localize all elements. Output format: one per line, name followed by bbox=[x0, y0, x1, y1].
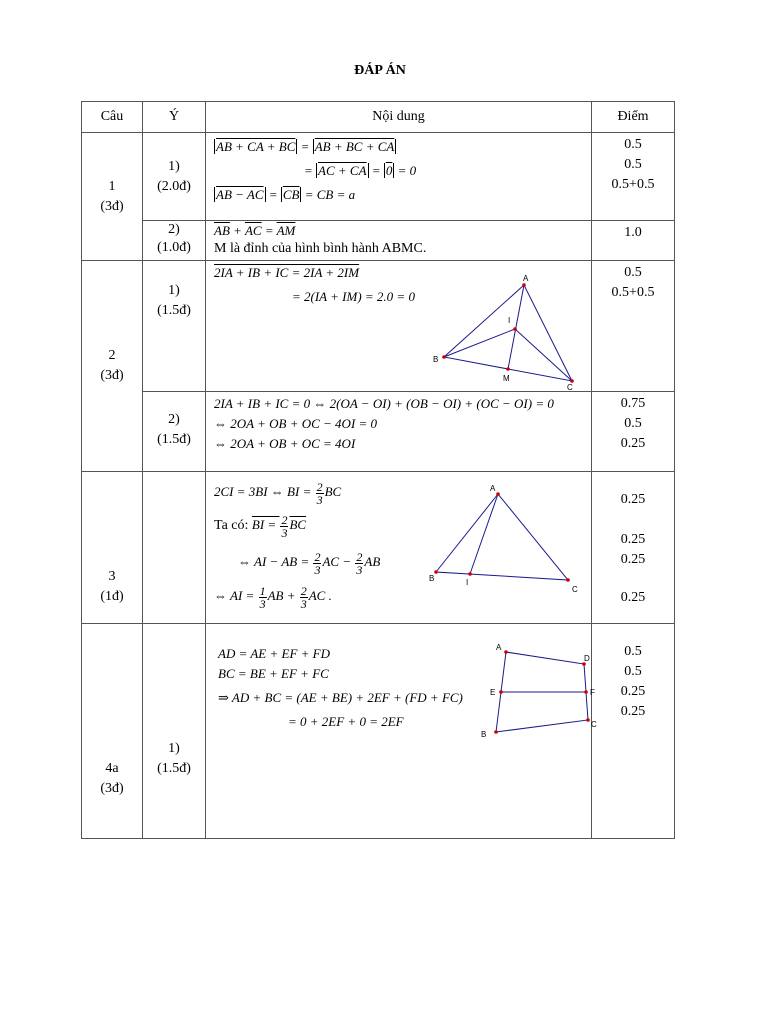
q1-cell bbox=[82, 133, 143, 261]
q3-point-b bbox=[434, 570, 438, 574]
q1-p1-score-4: 0.5+0.5 bbox=[611, 177, 655, 192]
q3-l4-frac1 bbox=[259, 585, 267, 610]
q2-label-b: B bbox=[433, 355, 439, 364]
q2-p2-score-3: 0.25 bbox=[620, 436, 646, 451]
q1-p1-l3c: $\overline{CB}$ bbox=[282, 187, 300, 202]
q3-label-i: I bbox=[466, 578, 469, 587]
q4-score-2: 0.5 bbox=[624, 664, 642, 679]
q3-l4-num1: 1 bbox=[259, 583, 266, 598]
q1-p1-l1c: AB + BC + CA bbox=[314, 139, 395, 154]
q4-label-a: A bbox=[496, 643, 502, 652]
q1-p1-score-1: 0.5 bbox=[624, 137, 642, 152]
q3-l4a: ⇔ AI = bbox=[214, 588, 258, 603]
q4-point-a bbox=[504, 650, 508, 654]
q1-p1-scores bbox=[592, 133, 675, 221]
q3-score-3: 0.25 bbox=[620, 552, 646, 567]
q4-label-f: F bbox=[590, 688, 595, 697]
q2-label-c: C bbox=[567, 383, 573, 392]
q3-row bbox=[82, 472, 675, 624]
header-noi-dung: Nội dung bbox=[206, 102, 592, 133]
q1-p2-points: (1.0đ) bbox=[157, 240, 191, 255]
q4-figure bbox=[466, 644, 596, 744]
q4-label-b: B bbox=[481, 730, 487, 739]
q2-line-bi bbox=[444, 329, 515, 357]
q2-p1-label: 1) bbox=[168, 283, 180, 298]
q3-l1-den: 3 bbox=[316, 492, 323, 507]
q2-label-a: A bbox=[523, 274, 529, 283]
q1-p2-l1d: = bbox=[261, 223, 277, 238]
q3-score-2: 0.25 bbox=[620, 532, 646, 547]
q3-l2b: BI = bbox=[251, 517, 280, 532]
q1-points: (3đ) bbox=[100, 198, 124, 214]
q3-y bbox=[143, 472, 206, 624]
q2-p2-line2: ⇔ 2OA + OB + OC − 4OI = 0 bbox=[214, 416, 378, 431]
q3-l4-den1: 3 bbox=[259, 596, 266, 611]
q2-p2-points: (1.5đ) bbox=[157, 432, 191, 447]
q1-p2-line1 bbox=[214, 222, 591, 240]
q2-part2-row bbox=[82, 392, 675, 472]
q3-l2-den: 3 bbox=[281, 525, 288, 540]
header-diem: Điểm bbox=[592, 102, 675, 133]
q2-p1-line2: = 2(IA + IM) = 2.0 = 0 bbox=[292, 289, 415, 304]
q3-number: 3 bbox=[108, 569, 116, 584]
q1-p1-score-3: 0.5 bbox=[624, 157, 642, 172]
q3-label-a: A bbox=[490, 484, 496, 493]
q4-point-c bbox=[586, 718, 590, 722]
q4-point-e bbox=[499, 690, 503, 694]
q3-l1a: 2CI = 3BI ⇔ BI = bbox=[214, 484, 315, 499]
q3-l4b: AB + bbox=[267, 588, 299, 603]
q3-l3-frac2 bbox=[355, 551, 363, 576]
q4-label: 1) bbox=[168, 741, 180, 756]
q1-p1-l1b: = bbox=[297, 139, 313, 154]
q1-p1-l2d: 0 bbox=[385, 163, 393, 178]
q3-label-c: C bbox=[572, 585, 578, 594]
q2-p2-y bbox=[143, 392, 206, 472]
q4-number: 4a bbox=[105, 761, 119, 776]
q4-score-4: 0.25 bbox=[620, 704, 646, 719]
q3-l2a: Ta có: bbox=[214, 518, 252, 533]
q4-line1: AD = AE + EF + FD bbox=[218, 646, 331, 661]
q1-p2-line2: M là đỉnh của hình bình hành ABMC. bbox=[214, 241, 427, 256]
q3-scores bbox=[592, 472, 675, 624]
q1-p2-label: 2) bbox=[168, 222, 180, 237]
q2-p2-line1: 2IA + IB + IC = 0 ⇔ 2(OA − OI) + (OB − OI) + (OC − OI) = 0 bbox=[214, 396, 554, 411]
q3-score-1: 0.25 bbox=[620, 492, 646, 507]
table-header-row bbox=[82, 102, 675, 133]
q3-l4-num2: 2 bbox=[300, 583, 307, 598]
q2-point-b bbox=[442, 355, 446, 359]
q4-point-f bbox=[584, 690, 588, 694]
q1-p1-l3d: = CB = a bbox=[301, 187, 356, 202]
header-cau: Câu bbox=[82, 102, 143, 133]
q2-point-i bbox=[513, 327, 517, 331]
q1-p1-line3 bbox=[214, 185, 591, 205]
q3-point-i bbox=[468, 572, 472, 576]
q4-content bbox=[206, 624, 597, 839]
q2-label-m: M bbox=[503, 374, 510, 383]
answer-table bbox=[81, 101, 675, 839]
header-y: Ý bbox=[143, 102, 206, 133]
q3-l2c: $\overline{BC}$ bbox=[289, 517, 307, 532]
q4-cell bbox=[82, 624, 143, 839]
q3-l3-den2: 3 bbox=[356, 562, 363, 577]
q3-l2-frac bbox=[280, 514, 288, 539]
q2-p2-label: 2) bbox=[168, 412, 180, 427]
q2-part1-row bbox=[82, 261, 675, 392]
q3-l2-num: 2 bbox=[281, 512, 288, 527]
q1-p2-l1a: $\overline{AB}$ bbox=[214, 223, 230, 238]
q3-points: (1đ) bbox=[100, 589, 124, 604]
q1-p1-l1a: AB + CA + BC bbox=[216, 139, 296, 154]
q2-point-a bbox=[522, 283, 526, 287]
q2-number: 2 bbox=[108, 348, 116, 363]
q3-l3-num1: 2 bbox=[314, 549, 321, 564]
q2-p1-content bbox=[206, 261, 592, 392]
q1-p1-line2 bbox=[214, 161, 591, 181]
q2-p1-score-2: 0.5+0.5 bbox=[611, 285, 655, 300]
q1-p1-label: 1) bbox=[168, 158, 180, 174]
q4-label-d: D bbox=[584, 654, 590, 663]
q2-p2-line3: ⇔ 2OA + OB + OC = 4OI bbox=[214, 436, 356, 451]
q1-p2-scores bbox=[592, 221, 675, 261]
q2-p1-score-1: 0.5 bbox=[624, 265, 642, 280]
q1-part2-row bbox=[82, 221, 675, 261]
q2-figure bbox=[426, 271, 586, 391]
q1-p1-points: (2.0đ) bbox=[157, 178, 191, 194]
q3-score-4: 0.25 bbox=[620, 590, 646, 605]
q2-label-i: I bbox=[508, 316, 511, 325]
q3-figure bbox=[426, 480, 586, 600]
q2-points: (3đ) bbox=[100, 368, 124, 383]
q1-p1-l2e: = 0 bbox=[394, 163, 417, 178]
q3-label-b: B bbox=[429, 574, 435, 583]
q4-scores bbox=[592, 624, 675, 839]
q2-line-ic bbox=[515, 329, 572, 381]
q4-y bbox=[143, 624, 206, 839]
q3-l4-frac2 bbox=[300, 585, 308, 610]
q2-p1-y bbox=[143, 261, 206, 392]
q1-p1-l2a: = bbox=[304, 163, 317, 178]
q1-p1-l3a: AB − AC bbox=[216, 187, 264, 202]
q3-l4-den2: 3 bbox=[300, 596, 307, 611]
q2-p2-score-1: 0.75 bbox=[620, 396, 646, 411]
q3-l1-num: 2 bbox=[316, 479, 323, 494]
q1-p1-content bbox=[206, 133, 592, 221]
q3-l3a: ⇔ AI − AB = bbox=[238, 554, 313, 569]
q4-score-3: 0.25 bbox=[620, 684, 646, 699]
q3-l3c: AB bbox=[364, 554, 381, 569]
q3-l3-num2: 2 bbox=[356, 549, 363, 564]
q2-p2-scores bbox=[592, 392, 675, 472]
q2-p2-score-2: 0.5 bbox=[624, 416, 642, 431]
q2-p1-points: (1.5đ) bbox=[157, 303, 191, 318]
q4-label-points: (1.5đ) bbox=[157, 761, 191, 776]
q3-cell bbox=[82, 472, 143, 624]
q1-p2-l1c: $\overline{AC}$ bbox=[244, 223, 262, 238]
q2-cell bbox=[82, 261, 143, 472]
q4-label-c: C bbox=[591, 720, 597, 729]
q3-l3-den1: 3 bbox=[314, 562, 321, 577]
q2-p1-line1: 2IA + IB + IC = 2IA + 2IM bbox=[214, 265, 360, 280]
q4-score-1: 0.5 bbox=[624, 644, 642, 659]
q1-p2-y bbox=[143, 221, 206, 261]
q3-point-c bbox=[566, 578, 570, 582]
q4-line4: = 0 + 2EF + 0 = 2EF bbox=[288, 714, 404, 729]
q1-p2-l1e: $\overline{AM}$ bbox=[276, 223, 296, 238]
q4-line3: ⇒ AD + BC = (AE + BE) + 2EF + (FD + FC) bbox=[218, 690, 463, 705]
q4-points: (3đ) bbox=[100, 781, 124, 796]
q1-p1-y bbox=[143, 133, 206, 221]
q3-triangle bbox=[436, 494, 568, 580]
q1-p1-line1 bbox=[214, 137, 591, 157]
q1-p2-content bbox=[206, 221, 592, 261]
q4-row bbox=[82, 624, 675, 839]
q3-point-a bbox=[496, 492, 500, 496]
q2-point-m bbox=[506, 367, 510, 371]
q3-line-ai bbox=[470, 494, 498, 574]
page-title: ĐÁP ÁN bbox=[354, 63, 406, 78]
q1-part1-row bbox=[82, 133, 675, 221]
q4-label-e: E bbox=[490, 688, 496, 697]
q3-l1-frac bbox=[316, 481, 324, 506]
q3-l4c: AC . bbox=[308, 588, 332, 603]
q3-l3b: AC − bbox=[322, 554, 355, 569]
q3-l1b: BC bbox=[324, 484, 342, 499]
q4-point-b bbox=[494, 730, 498, 734]
q4-line2: BC = BE + EF + FC bbox=[218, 666, 329, 681]
q1-number: 1 bbox=[108, 178, 116, 194]
q3-l3-frac1 bbox=[313, 551, 321, 576]
q1-p1-l2c: = bbox=[368, 163, 384, 178]
q1-p2-score-1: 1.0 bbox=[624, 225, 642, 240]
q1-p1-l3b: = bbox=[265, 187, 281, 202]
q2-p1-scores bbox=[592, 261, 675, 392]
q1-p2-l1b: + bbox=[229, 223, 245, 238]
q3-content bbox=[206, 472, 592, 624]
q1-p1-l2b: AC + CA bbox=[318, 163, 367, 178]
q2-p2-content bbox=[206, 392, 592, 472]
